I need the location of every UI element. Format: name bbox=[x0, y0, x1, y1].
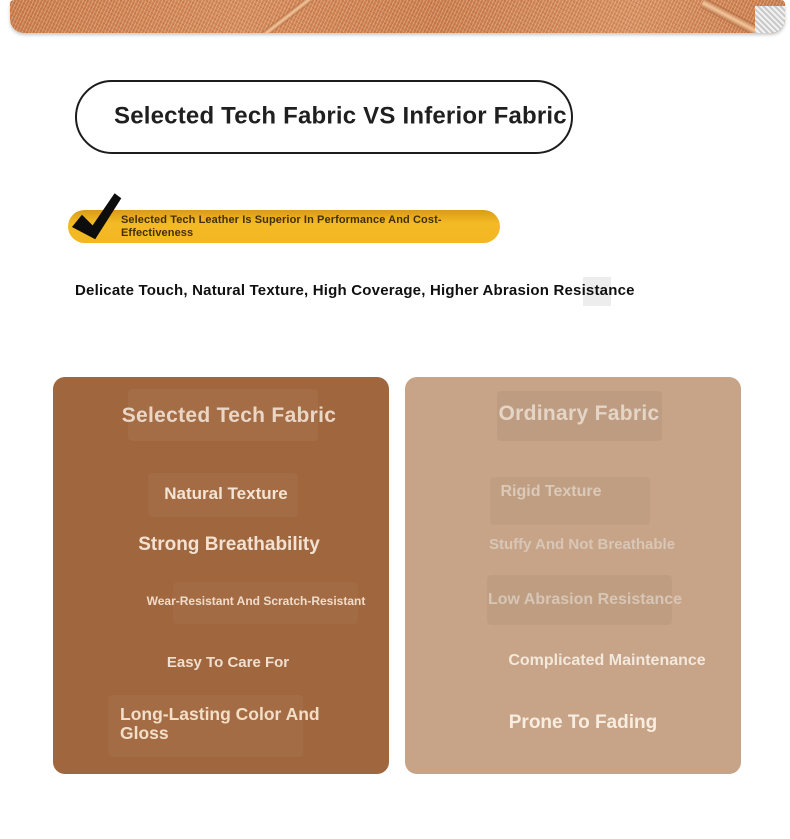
card-feature-item: Low Abrasion Resistance bbox=[487, 591, 683, 608]
page-title: Selected Tech Fabric VS Inferior Fabric bbox=[114, 102, 567, 130]
highlight-banner bbox=[68, 210, 500, 243]
card-title: Selected Tech Fabric bbox=[121, 404, 337, 427]
card-feature-item: Rigid Texture bbox=[500, 483, 602, 500]
card-feature-item: Stuffy And Not Breathable bbox=[488, 536, 676, 553]
card-title: Ordinary Fabric bbox=[498, 402, 660, 425]
card-feature-item: Natural Texture bbox=[164, 484, 288, 503]
leather-seam bbox=[258, 0, 313, 33]
card-feature-item: Strong Breathability bbox=[138, 534, 320, 555]
card-ordinary-fabric bbox=[405, 377, 741, 774]
checkmark-icon bbox=[68, 192, 124, 248]
card-feature-item: Complicated Maintenance bbox=[508, 652, 706, 669]
leather-texture-image bbox=[10, 0, 785, 33]
fabric-corner-patch bbox=[755, 6, 785, 33]
card-feature-item: Long-Lasting Color And Gloss bbox=[120, 704, 320, 743]
card-feature-item: Wear-Resistant And Scratch-Resistant bbox=[146, 594, 366, 608]
subtitle-text: Delicate Touch, Natural Texture, High Coverage, Higher Abrasion Resistance bbox=[75, 282, 635, 299]
card-feature-item: Easy To Care For bbox=[166, 654, 290, 671]
section-title-capsule bbox=[75, 80, 573, 154]
highlight-text: Selected Tech Leather Is Superior In Performance And Cost-Effectiveness bbox=[121, 214, 442, 239]
card-feature-item: Prone To Fading bbox=[508, 712, 658, 733]
card-selected-tech-fabric bbox=[53, 377, 389, 774]
